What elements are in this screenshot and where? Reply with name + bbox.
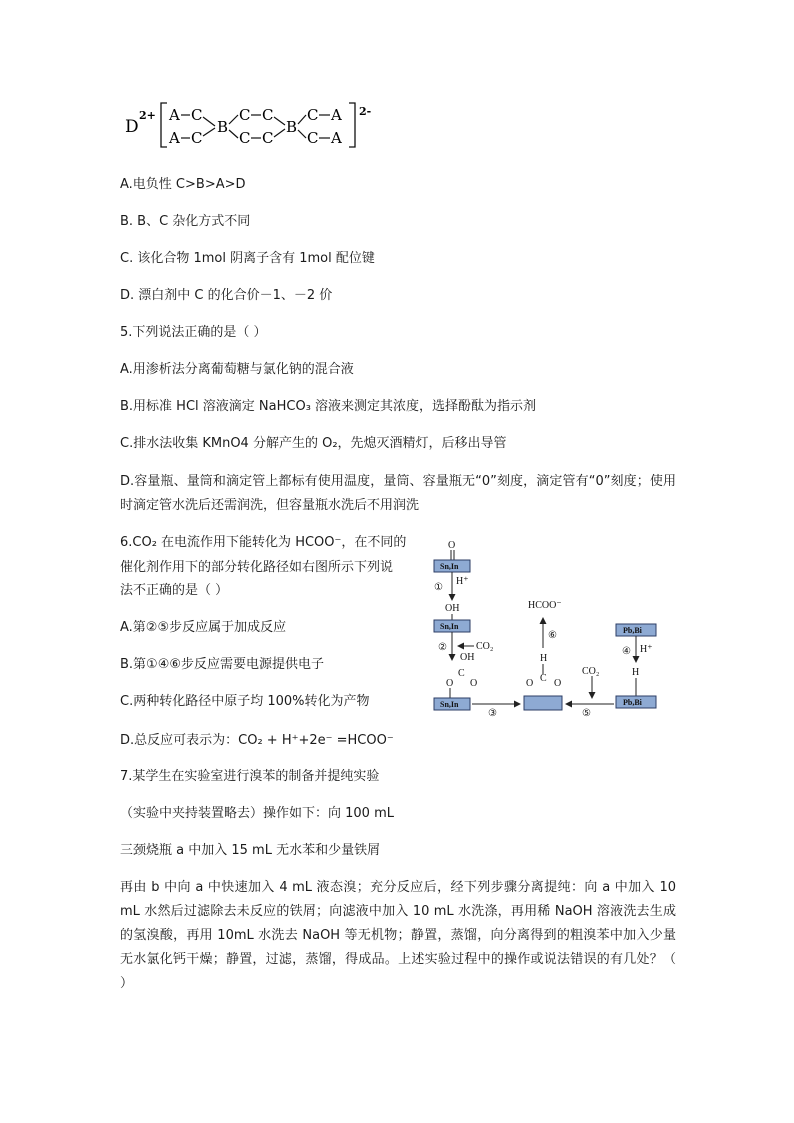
left-bracket xyxy=(161,103,167,147)
co2-label-1: CO₂ xyxy=(476,641,494,652)
o-atom-carbonyl: O xyxy=(470,678,478,689)
q7-line2: （实验中夹持装置略去）操作如下：向 100 mL xyxy=(120,806,394,821)
atom-c1: C xyxy=(191,106,203,124)
o-atom-right-mid: O xyxy=(554,678,562,689)
anion-charge: 2- xyxy=(359,105,372,118)
q7-line1: 7.某学生在实验室进行溴苯的制备并提纯实验 xyxy=(120,769,380,784)
pathway-svg xyxy=(420,536,680,718)
anion-structure-svg xyxy=(125,95,385,155)
catalyst-sn-in-label-2: Sn,In xyxy=(440,622,459,631)
oh-on-carbon: OH xyxy=(460,652,475,663)
q5-stem: 5.下列说法正确的是（ ） xyxy=(120,325,267,340)
h-atom-mid: H xyxy=(540,653,548,664)
carbon-atom-1: C xyxy=(458,668,465,679)
step5-label: ⑤ xyxy=(582,708,591,718)
cation-symbol: D xyxy=(125,117,139,137)
o-atom-left-mid: O xyxy=(526,678,534,689)
o-atom-top: O xyxy=(448,540,456,551)
step4-label: ④ xyxy=(622,646,631,657)
q6-stem-line3: 法不正确的是（ ） xyxy=(120,583,229,598)
hcoo-product: HCOO⁻ xyxy=(528,600,562,611)
atom-a2: A xyxy=(169,129,180,147)
h-plus-2: H⁺ xyxy=(640,644,653,655)
atom-c4: C xyxy=(262,106,274,124)
co2-label-2: CO₂ xyxy=(582,666,600,677)
atom-c8: C xyxy=(307,129,319,147)
q4-option-b: B. B、C 杂化方式不同 xyxy=(120,214,251,229)
atom-a4: A xyxy=(331,129,342,147)
step2-label: ② xyxy=(438,642,447,653)
atom-c7: C xyxy=(307,106,319,124)
q6-stem-line1: 6.CO₂ 在电流作用下能转化为 HCOO⁻，在不同的 xyxy=(120,535,407,550)
atom-c6: C xyxy=(262,129,274,147)
q4-option-a: A.电负性 C>B>A>D xyxy=(120,177,246,192)
h-atom-right: H xyxy=(632,667,640,678)
q5-option-b: B.用标准 HCl 溶液滴定 NaHCO₃ 溶液来测定其浓度，选择酚酞为指示剂 xyxy=(120,399,537,414)
reaction-pathway-diagram xyxy=(420,536,680,722)
catalyst-sn-in-label-1: Sn,In xyxy=(440,562,459,571)
right-bracket xyxy=(349,103,355,147)
q6-option-a: A.第②⑤步反应属于加成反应 xyxy=(120,620,287,635)
intermediate-box xyxy=(524,696,562,710)
cation-charge: 2+ xyxy=(139,109,156,122)
q4-option-c: C. 该化合物 1mol 阴离子含有 1mol 配位键 xyxy=(120,251,375,266)
atom-b1: B xyxy=(217,118,229,136)
oh-group: OH xyxy=(445,603,460,614)
q7-line3: 三颈烧瓶 a 中加入 15 mL 无水苯和少量铁屑 xyxy=(120,843,381,858)
q4-option-d: D. 漂白剂中 C 的化合价－1、－2 价 xyxy=(120,288,333,303)
catalyst-sn-in-label-3: Sn,In xyxy=(440,700,459,709)
atom-b2: B xyxy=(286,118,298,136)
step6-label: ⑥ xyxy=(548,630,557,641)
q6-option-c: C.两种转化路径中原子均 100%转化为产物 xyxy=(120,694,370,709)
atom-c5: C xyxy=(239,129,251,147)
carbon-atom-mid: C xyxy=(540,673,547,684)
q6-option-b: B.第①④⑥步反应需要电源提供电子 xyxy=(120,657,325,672)
q6-stem-line2: 催化剂作用下的部分转化路径如右图所示下列说 xyxy=(120,560,394,575)
catalyst-pb-bi-label-1: Pb,Bi xyxy=(623,626,642,635)
atom-c2: C xyxy=(191,129,203,147)
structural-formula xyxy=(125,95,385,159)
catalyst-pb-bi-label-2: Pb,Bi xyxy=(623,698,642,707)
atom-a3: A xyxy=(331,106,342,124)
q5-option-c: C.排水法收集 KMnO4 分解产生的 O₂，先熄灭酒精灯，后移出导管 xyxy=(120,436,507,451)
o-atom-bridge: O xyxy=(446,678,454,689)
step1-label: ① xyxy=(434,582,443,593)
atom-a1: A xyxy=(169,106,180,124)
q5-option-a: A.用渗析法分离葡萄糖与氯化钠的混合液 xyxy=(120,362,354,377)
step3-label: ③ xyxy=(488,708,497,718)
atom-c3: C xyxy=(239,106,251,124)
q7-paragraph: 再由 b 中向 a 中快速加入 4 mL 液态溴；充分反应后，经下列步骤分离提纯：向 a 中加入 10 mL 水然后过滤除去未反应的铁屑；向滤液中加入 10 mL 水洗涤，再用稀 NaOH 溶液洗去生成的氢溴酸，再用 10mL 水洗去 NaOH 等无机物；静置，蒸馏，向分离得到的粗溴苯中加入少量无水氯化钙干燥；静置，过滤，蒸馏，得成品。上述实验过程中的操作或说法错误的有几处？（ ） xyxy=(120,880,676,991)
h-plus-1: H⁺ xyxy=(456,576,469,587)
q6-option-d: D.总反应可表示为：CO₂ + H⁺+2e⁻ =HCOO⁻ xyxy=(120,733,394,748)
q5-option-d: D.容量瓶、量筒和滴定管上都标有使用温度，量筒、容量瓶无“0”刻度，滴定管有“0”刻度；使用时滴定管水洗后还需润洗，但容量瓶水洗后不用润洗 xyxy=(120,474,676,513)
